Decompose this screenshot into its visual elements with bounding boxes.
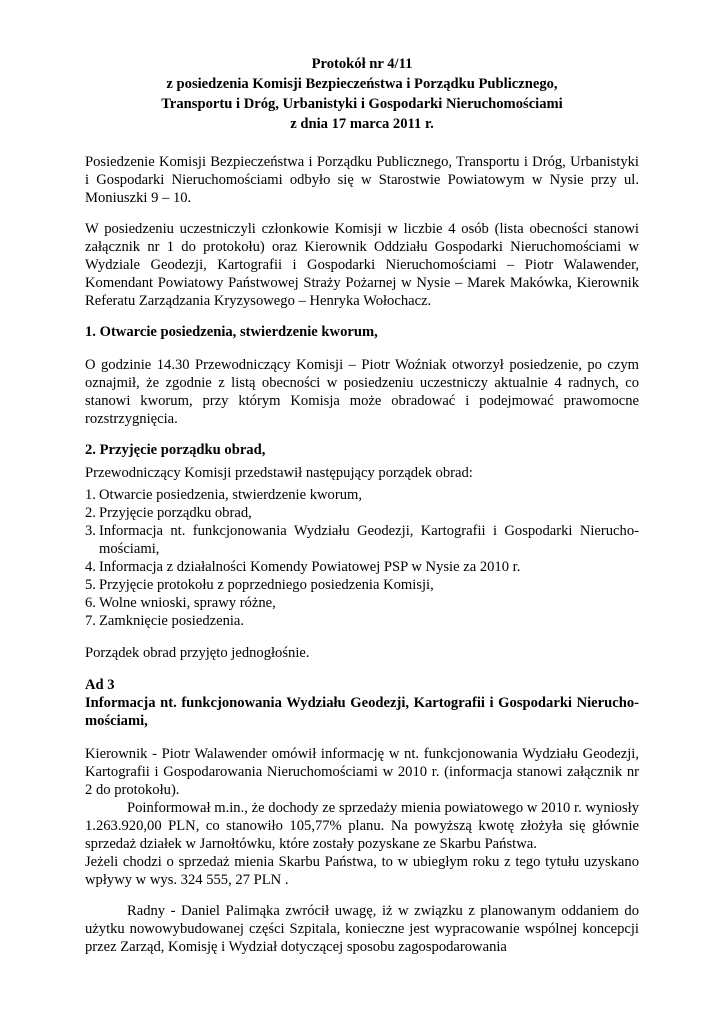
- agenda-item: 7. Zamknięcie posiedzenia.: [85, 613, 245, 629]
- agenda-list: [85, 486, 639, 630]
- agenda-accepted: Porządek obrad przyjęto jednogłośnie.: [85, 645, 310, 661]
- agenda-item: 4. Informacja z działalności Komendy Powiatowej PSP w Nysie za 2010 r.: [85, 559, 521, 575]
- title-line-1: Protokół nr 4/11: [311, 56, 413, 72]
- ad3-label: Ad 3: [85, 677, 115, 693]
- ad3-paragraph-3: Jeżeli chodzi o sprzedaż mienia Skarbu Państwa, to w ubiegłym roku z tego tytułu uzyskano wpływy w wys. 324 555, 27 PLN .: [85, 854, 639, 888]
- title-line-4: z dnia 17 marca 2011 r.: [290, 116, 434, 132]
- ad3-paragraph-1: Kierownik - Piotr Walawender omówił informację w nt. funkcjonowania Wydziału Geodezji, Kartografii i Gospodarowania Nieruchomościami w 2010 r. (informacja stanowi załącznik nr 2 do protokołu).: [85, 746, 639, 798]
- document-title: [85, 54, 639, 134]
- title-line-2: z posiedzenia Komisji Bezpieczeństwa i Porządku Publicznego,: [166, 76, 558, 92]
- section-2-heading: 2. Przyjęcie porządku obrad,: [85, 442, 266, 458]
- section-1-heading: 1. Otwarcie posiedzenia, stwierdzenie kworum,: [85, 324, 378, 340]
- agenda-item: 3. Informacja nt. funkcjonowania Wydziału Geodezji, Kartografii i Gospodarki Nierucho-mościami,: [85, 523, 639, 557]
- agenda-item: 1. Otwarcie posiedzenia, stwierdzenie kworum,: [85, 487, 362, 503]
- agenda-item: 6. Wolne wnioski, sprawy różne,: [85, 595, 276, 611]
- agenda-item: 2. Przyjęcie porządku obrad,: [85, 505, 252, 521]
- intro-paragraph: Posiedzenie Komisji Bezpieczeństwa i Porządku Publicznego, Transportu i Dróg, Urbanistyki i Gospodarki Nieruchomościami odbyło się w Starostwie Powiatowym w Nysie przy ul. Moniuszki 9 – 10.: [85, 154, 639, 206]
- ad3-paragraph-4: Radny - Daniel Palimąka zwrócił uwagę, iż w związku z planowanym oddaniem do użytku nowowybudowanej części Szpitala, konieczne jest wypracowanie wspólnej koncepcji przez Zarząd, Komisję i Wydział dotyczącej sposobu zagospodarowania: [85, 903, 639, 955]
- section-1-text: O godzinie 14.30 Przewodniczący Komisji – Piotr Woźniak otworzył posiedzenie, po czym oznajmił, że zgodnie z listą obecności w posiedzeniu uczestniczy aktualnie 4 radnych, co stanowi kworum, przy którym Komisja może obradować i podejmować prawomocne rozstrzygnięcia.: [85, 357, 639, 427]
- title-line-3: Transportu i Dróg, Urbanistyki i Gospodarki Nieruchomościami: [161, 96, 563, 112]
- agenda-item: 5. Przyjęcie protokołu z poprzedniego posiedzenia Komisji,: [85, 577, 434, 593]
- attendance-paragraph: W posiedzeniu uczestniczyli członkowie Komisji w liczbie 4 osób (lista obecności stanowi załącznik nr 1 do protokołu) oraz Kierownik Oddziału Gospodarki Nieruchomościami w Wydziale Geodezji, Kartografii i Gospodarki Nieruchomościami – Piotr Walawender, Komendant Powiatowy Państwowej Straży Pożarnej w Nysie – Marek Makówka, Kierownik Referatu Zarządzania Kryzysowego – Henryka Wołochacz.: [85, 221, 639, 309]
- agenda-intro: Przewodniczący Komisji przedstawił następujący porządek obrad:: [85, 465, 473, 481]
- ad3-paragraph-2: Poinformował m.in., że dochody ze sprzedaży mienia powiatowego w 2010 r. wyniosły 1.263.920,00 PLN, co stanowiło 105,77% planu. Na powyższą kwotę złożyła się głównie sprzedaż działek w Jarnołtówku, które zostały pozyskane ze Skarbu Państwa.: [85, 800, 639, 852]
- ad3-heading: Informacja nt. funkcjonowania Wydziału Geodezji, Kartografii i Gospodarki Nierucho-mościami,: [85, 695, 639, 729]
